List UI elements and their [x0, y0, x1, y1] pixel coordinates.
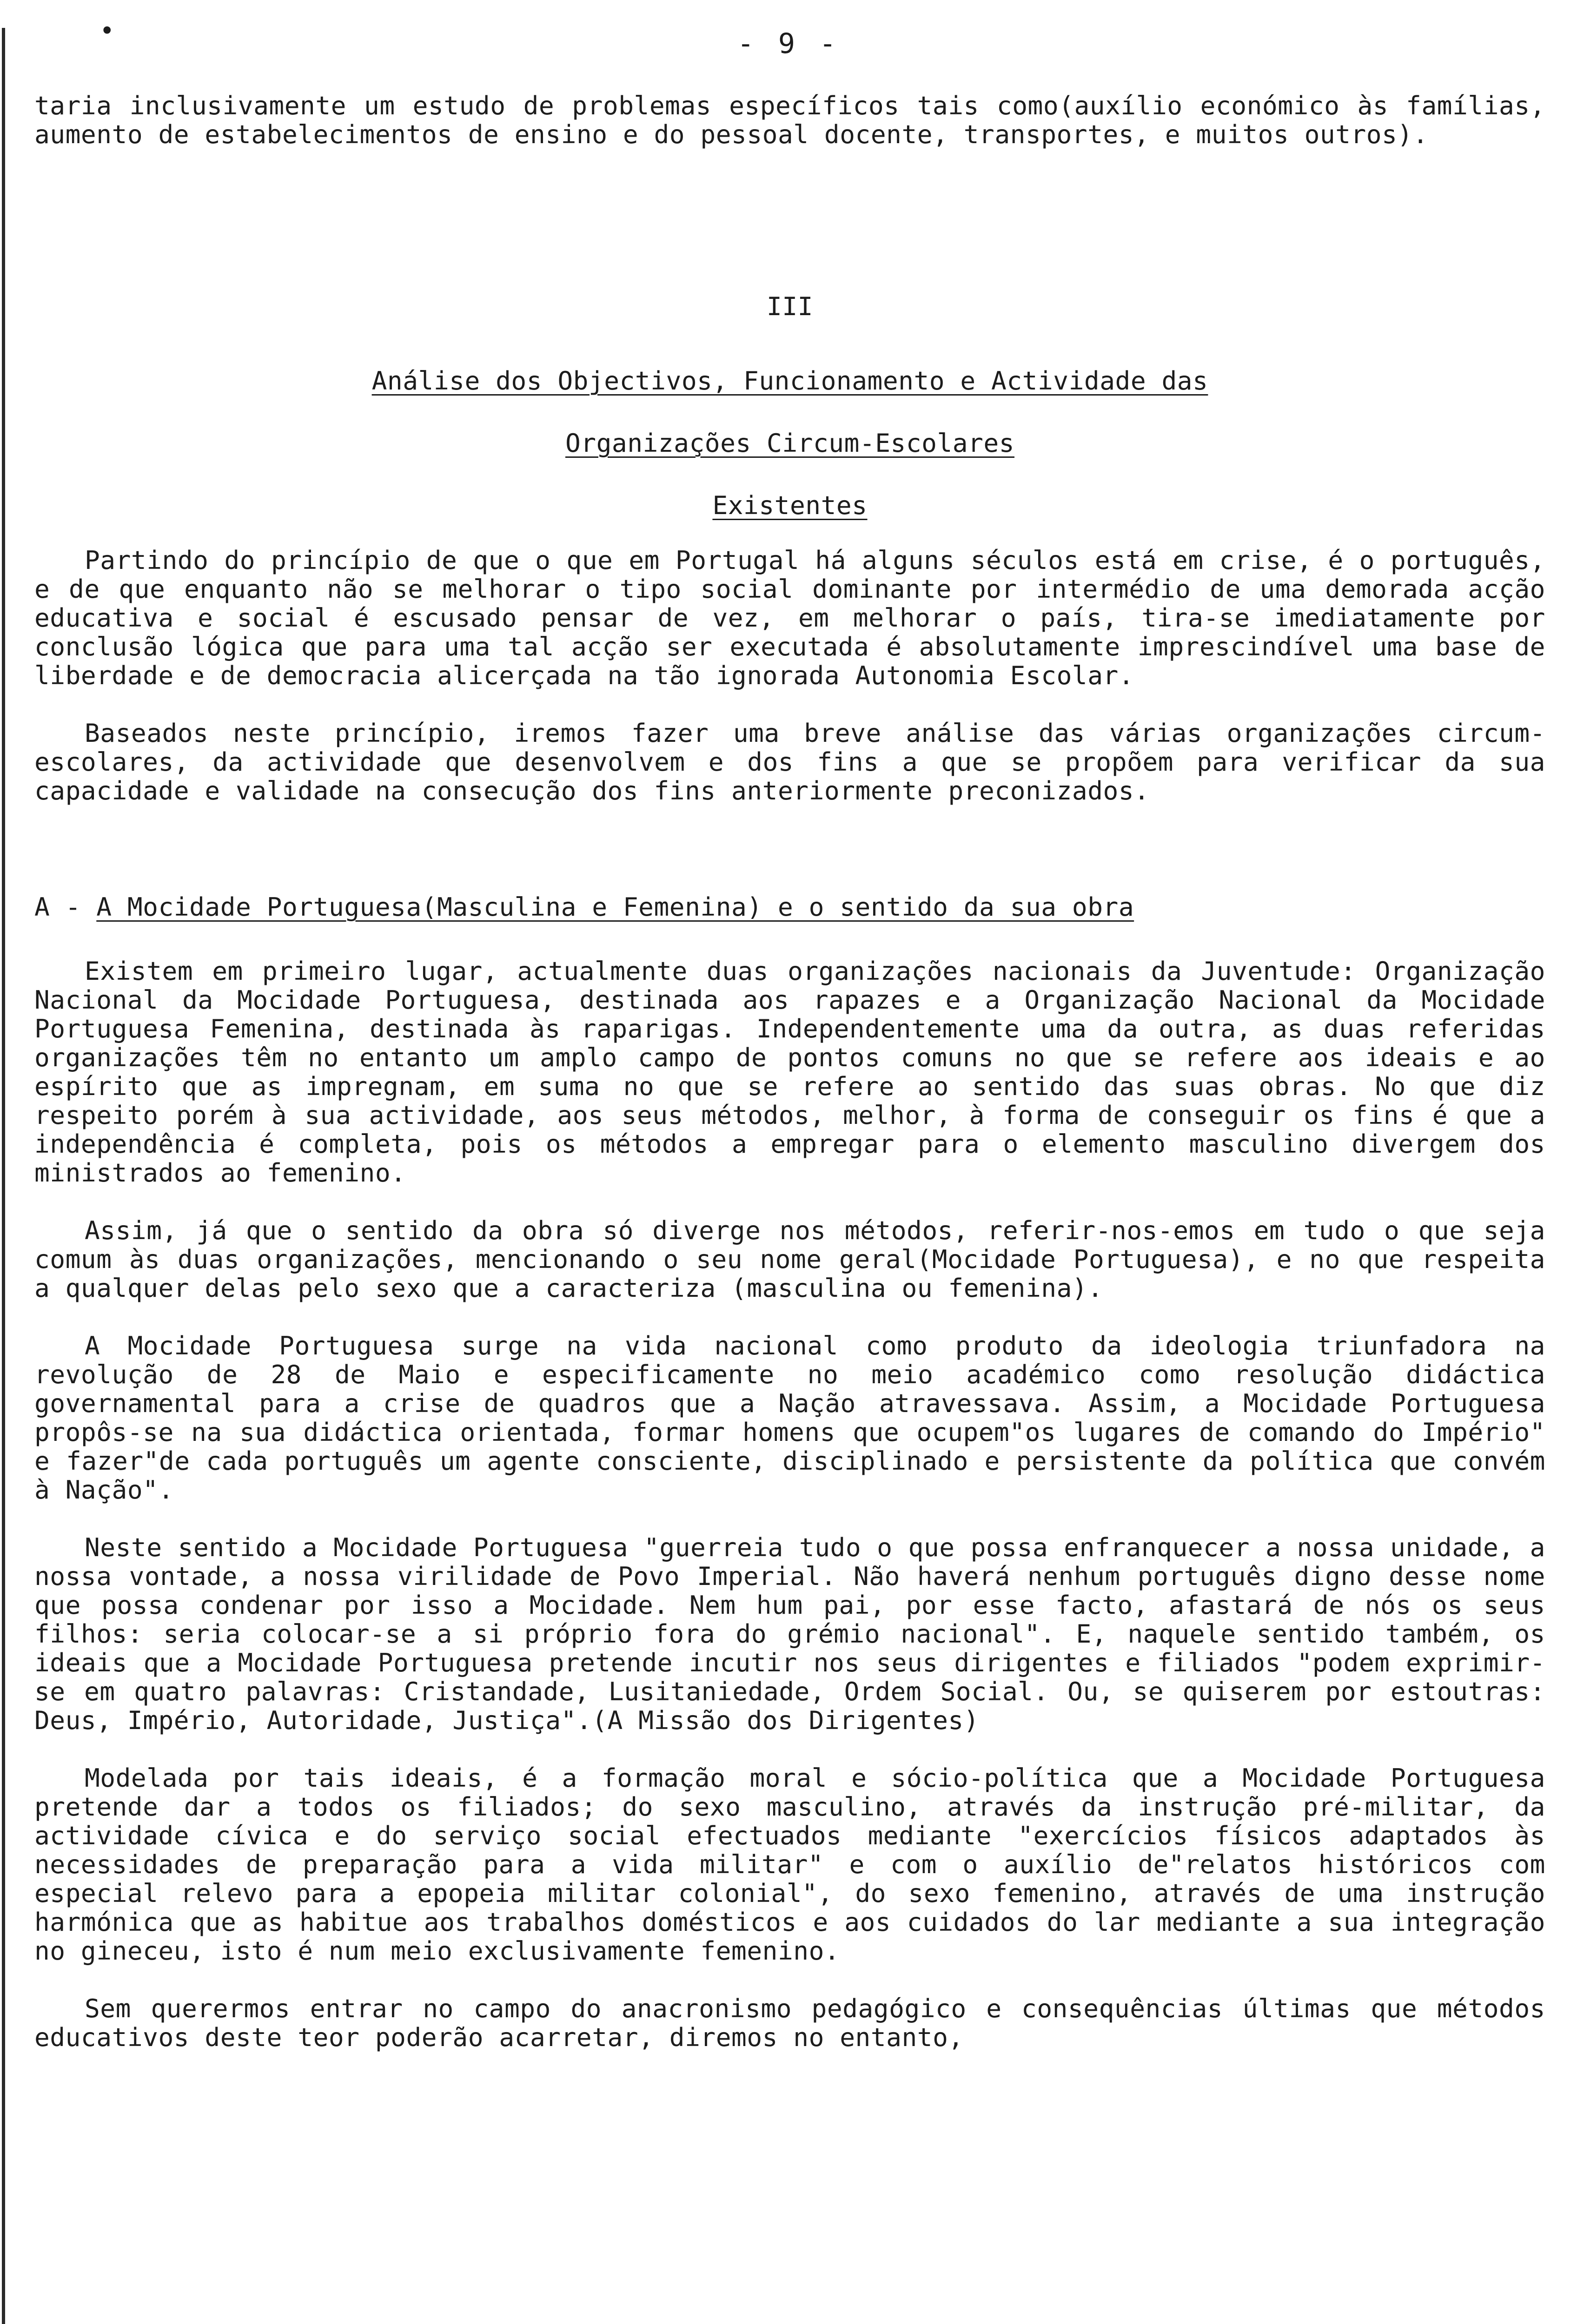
section-title-line-2-text: Organizações Circum-Escolares	[565, 428, 1015, 458]
paragraph-analysis: Baseados neste princípio, iremos fazer uma breve análise das várias organizações circum-escolares, da actividade que desenvolvem e dos fins a que se propõem para verificar da sua capacidade e validade na consecução dos fins anteriormente preconizados.	[34, 718, 1545, 805]
paragraph-formation: Modelada por tais ideais, é a formação moral e sócio-política que a Mocidade Portuguesa pretende dar a todos os filiados; do sexo masculino, através da instrução pré-militar, da actividade cívica e do serviço social efectuados mediante "exercícios físicos adaptados às necessidades de preparação para a vida militar" e com o auxílio de"relatos históricos com especial relevo para a epopeia militar colonial", do sexo femenino, através de uma instrução harmónica que as habitue aos trabalhos domésticos e aos cuidados do lar mediante a sua integração no gineceu, isto é num meio exclusivamente femenino.	[34, 1763, 1545, 1966]
corner-dot-mark: •	[99, 16, 115, 46]
section-title-line-1	[34, 350, 1545, 412]
paragraph-origin: A Mocidade Portuguesa surge na vida nacional como produto da ideologia triunfadora na revolução de 28 de Maio e especificamente no meio académico como resolução didáctica governamental para a crise de quadros que a Nação atravessava. Assim, a Mocidade Portuguesa propôs-se na sua didáctica orientada, formar homens que ocupem"os lugares de comando do Império" e fazer"de cada português um agente consciente, disciplinado e persistente da política que convém à Nação".	[34, 1331, 1545, 1505]
subsection-heading	[34, 892, 1545, 921]
section-numeral: III	[767, 291, 813, 321]
paragraph-ideals: Neste sentido a Mocidade Portuguesa "guerreia tudo o que possa enfranquecer a nossa unidade, a nossa vontade, a nossa virilidade de Povo Imperial. Não haverá nenhum português digno desse nome que possa condenar por isso a Mocidade. Nem hum pai, por esse facto, afastará de nós os seus filhos: seria colocar-se a si próprio fora do grémio nacional". E, naquele sentido também, os ideais que a Mocidade Portuguesa pretende incutir nos seus dirigentes e filiados "podem exprimir-se em quatro palavras: Cristandade, Lusitaniedade, Ordem Social. Ou, se quiserem por estoutras: Deus, Império, Autoridade, Justiça".(A Missão dos Dirigentes)	[34, 1532, 1545, 1735]
page-number: - 9 -	[737, 27, 840, 60]
section-title-line-3-text: Existentes	[712, 490, 868, 520]
subsection-prefix: A -	[34, 892, 97, 922]
intro-paragraph: taria inclusivamente um estudo de problemas específicos tais como(auxílio económico às famílias, aumento de estabelecimentos de ensino e do pessoal docente, transportes, e muitos outros).	[34, 91, 1545, 149]
paragraph-conclusion: Sem querermos entrar no campo do anacronismo pedagógico e consequências últimas que métodos educativos deste teor poderão acarretar, diremos no entanto,	[34, 1994, 1545, 2052]
paragraph-organizations: Existem em primeiro lugar, actualmente duas organizações nacionais da Juventude: Organização Nacional da Mocidade Portuguesa, destinada aos rapazes e a Organização Nacional da Mocidade Portuguesa Femenina, destinada às raparigas. Independentemente uma da outra, as duas referidas organizações têm no entanto um amplo campo de pontos comuns no que se refere aos ideais e ao espírito que as impregnam, em suma no que se refere ao sentido das suas obras. No que diz respeito porém à sua actividade, aos seus métodos, melhor, à forma de conseguir os fins é que a independência é completa, pois os métodos a empregar para o elemento masculino divergem dos ministrados ao femenino.	[34, 956, 1545, 1188]
subsection-title: A Mocidade Portuguesa(Masculina e Femenina) e o sentido da sua obra	[96, 892, 1134, 922]
section-title-line-1-text: Análise dos Objectivos, Funcionamento e Actividade das	[371, 366, 1208, 396]
paragraph-methods: Assim, já que o sentido da obra só diverge nos métodos, referir-nos-emos em tudo o que seja comum às duas organizações, mencionando o seu nome geral(Mocidade Portuguesa), e no que respeita a qualquer delas pelo sexo que a caracteriza (masculina ou femenina).	[34, 1215, 1545, 1303]
document-body	[34, 91, 1545, 2080]
paragraph-principle: Partindo do princípio de que o que em Portugal há alguns séculos está em crise, é o português, e de que enquanto não se melhorar o tipo social dominante por intermédio de uma demorada acção educativa e social é escusado pensar de vez, em melhorar o país, tira-se imediatamente por conclusão lógica que para uma tal acção ser executada é absolutamente imprescindível uma base de liberdade e de democracia alicerçada na tão ignorada Autonomia Escolar.	[34, 545, 1545, 690]
section-title-line-3	[34, 474, 1545, 536]
left-margin-rule	[2, 28, 5, 2324]
section-title-line-2	[34, 412, 1545, 474]
